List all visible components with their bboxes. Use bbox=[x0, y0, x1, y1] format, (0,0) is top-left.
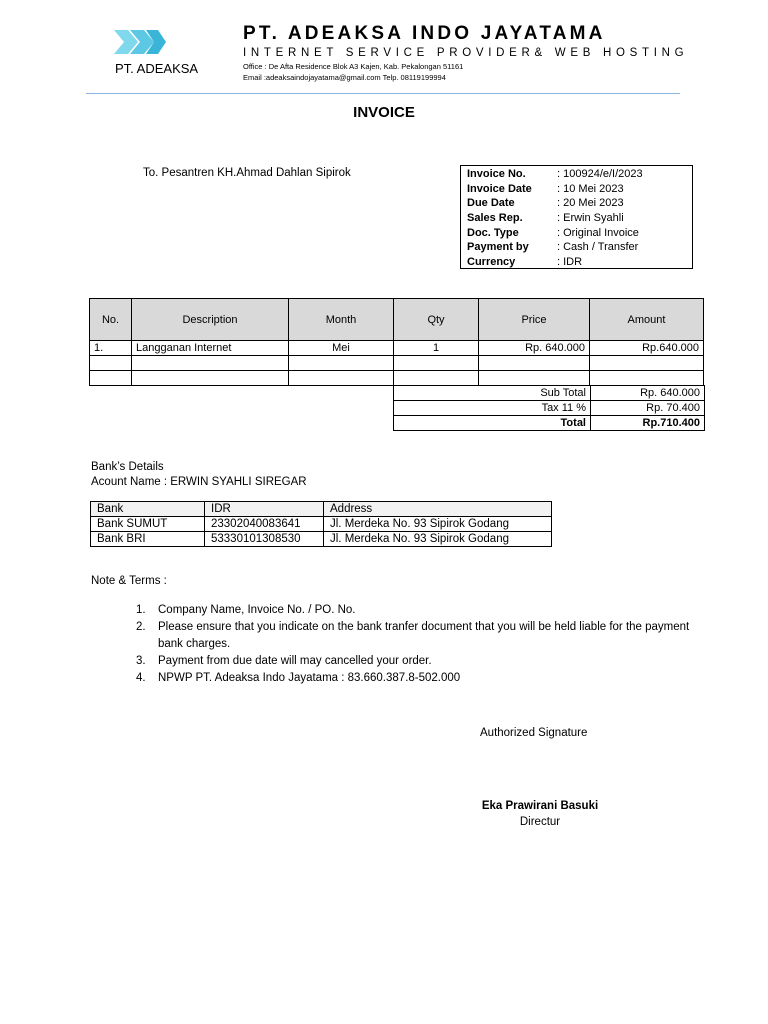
subtotal-row bbox=[394, 386, 705, 401]
cell-amount bbox=[590, 356, 704, 371]
info-row-payment-by: Payment by : Cash / Transfer bbox=[467, 241, 639, 254]
cell-amount bbox=[590, 371, 704, 386]
col-header-qty: Qty bbox=[394, 299, 479, 341]
col-header-no: No. bbox=[90, 299, 132, 341]
cell-price bbox=[479, 371, 590, 386]
items-header-row bbox=[90, 299, 704, 341]
tax-value: Rp. 70.400 bbox=[591, 401, 705, 416]
office-address: Office : De Afta Residence Blok A3 Kajen, Kab. Pekalongan 51161 bbox=[243, 62, 464, 71]
bank-address: Jl. Merdeka No. 93 Sipirok Godang bbox=[324, 532, 552, 547]
col-header-amount: Amount bbox=[590, 299, 704, 341]
cell-description bbox=[132, 371, 289, 386]
col-header-description: Description bbox=[132, 299, 289, 341]
cell-amount: Rp.640.000 bbox=[590, 341, 704, 356]
total-row bbox=[394, 416, 705, 431]
cell-month: Mei bbox=[289, 341, 394, 356]
tax-row bbox=[394, 401, 705, 416]
notes-heading: Note & Terms : bbox=[91, 575, 167, 587]
notes-list bbox=[136, 602, 696, 687]
cell-no bbox=[90, 371, 132, 386]
list-item: 1. Company Name, Invoice No. / PO. No. bbox=[136, 604, 356, 616]
authorized-signature-label: Authorized Signature bbox=[480, 727, 588, 739]
cell-month bbox=[289, 356, 394, 371]
bank-table bbox=[90, 501, 552, 547]
list-item: 3. Payment from due date will may cancelled your order. bbox=[136, 655, 432, 667]
signer-name: Eka Prawirani Basuki bbox=[481, 800, 599, 812]
col-header-month: Month bbox=[289, 299, 394, 341]
invoice-info-box bbox=[460, 165, 693, 269]
cell-no: 1. bbox=[90, 341, 132, 356]
tax-label: Tax 11 % bbox=[394, 401, 591, 416]
info-row-currency: Currency : IDR bbox=[467, 256, 583, 269]
col-header-bank: Bank bbox=[91, 502, 205, 517]
totals-table bbox=[393, 385, 705, 431]
info-row-invoice-date: Invoice Date : 10 Mei 2023 bbox=[467, 182, 624, 195]
company-tagline: INTERNET SERVICE PROVIDER& WEB HOSTING bbox=[243, 47, 689, 59]
bank-address: Jl. Merdeka No. 93 Sipirok Godang bbox=[324, 517, 552, 532]
company-name: PT. ADEAKSA INDO JAYATAMA bbox=[243, 23, 606, 44]
logo-text: PT. ADEAKSA bbox=[115, 61, 199, 76]
cell-month bbox=[289, 371, 394, 386]
col-header-price: Price bbox=[479, 299, 590, 341]
subtotal-value: Rp. 640.000 bbox=[591, 386, 705, 401]
list-item: 4. NPWP PT. Adeaksa Indo Jayatama : 83.660.387.8-502.000 bbox=[136, 672, 461, 684]
bank-details-heading: Bank’s Details bbox=[91, 461, 164, 473]
list-item: 2. Please ensure that you indicate on the bank tranfer document that you will be held liable for the payment bank charges. bbox=[136, 621, 690, 650]
total-label: Total bbox=[394, 416, 591, 431]
table-row bbox=[90, 341, 704, 356]
bank-name: Bank BRI bbox=[91, 532, 205, 547]
cell-qty: 1 bbox=[394, 341, 479, 356]
info-row-due-date: Due Date : 20 Mei 2023 bbox=[467, 197, 624, 210]
col-header-idr: IDR bbox=[205, 502, 324, 517]
invoice-title: INVOICE bbox=[353, 104, 415, 121]
col-header-address: Address bbox=[324, 502, 552, 517]
table-row bbox=[90, 356, 704, 371]
cell-no bbox=[90, 356, 132, 371]
bank-name: Bank SUMUT bbox=[91, 517, 205, 532]
bank-account-number: 23302040083641 bbox=[205, 517, 324, 532]
cell-price bbox=[479, 356, 590, 371]
recipient: To. Pesantren KH.Ahmad Dahlan Sipirok bbox=[143, 167, 351, 179]
header-divider bbox=[86, 93, 680, 94]
bank-header-row bbox=[91, 502, 552, 517]
table-row bbox=[91, 532, 552, 547]
total-value: Rp.710.400 bbox=[591, 416, 705, 431]
signer-title: Directur bbox=[519, 816, 561, 828]
cell-qty bbox=[394, 371, 479, 386]
cell-price: Rp. 640.000 bbox=[479, 341, 590, 356]
cell-description: Langganan Internet bbox=[132, 341, 289, 356]
account-name: Acount Name : ERWIN SYAHLI SIREGAR bbox=[91, 476, 307, 488]
items-table bbox=[89, 298, 704, 386]
bank-account-number: 53330101308530 bbox=[205, 532, 324, 547]
subtotal-label: Sub Total bbox=[394, 386, 591, 401]
cell-qty bbox=[394, 356, 479, 371]
info-row-invoice-no: Invoice No. : 100924/e/I/2023 bbox=[467, 168, 643, 180]
table-row bbox=[90, 371, 704, 386]
cell-description bbox=[132, 356, 289, 371]
info-row-sales-rep: Sales Rep. : Erwin Syahli bbox=[467, 212, 624, 225]
contact-info: Email :adeaksaindojayatama@gmail.com Telp. 08119199994 bbox=[243, 73, 446, 82]
table-row bbox=[91, 517, 552, 532]
info-row-doc-type: Doc. Type : Original Invoice bbox=[467, 226, 639, 239]
